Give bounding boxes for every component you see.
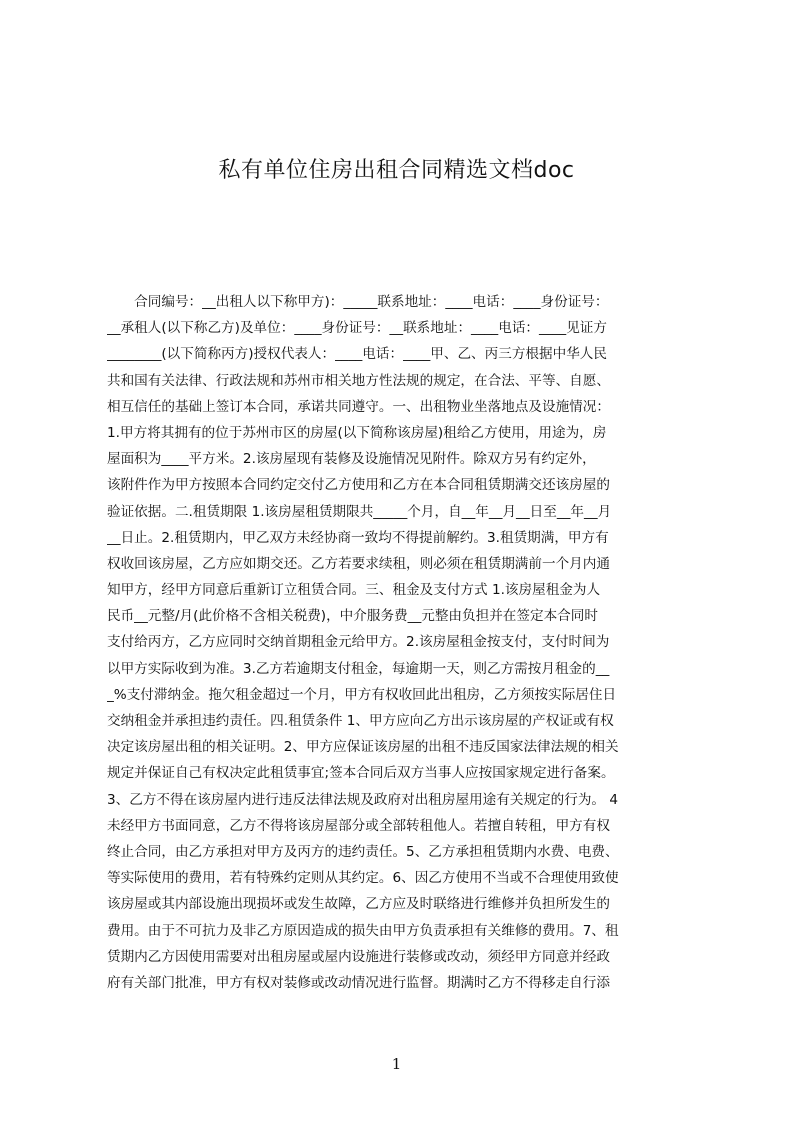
body-line: 该房屋或其内部设施出现损坏或发生故障，乙方应及时联络进行维修并负担所发生的 — [107, 896, 610, 913]
body-line: 该附件作为甲方按照本合同约定交付乙方使用和乙方在本合同租赁期满交还该房屋的 — [107, 477, 610, 494]
body-line: 知甲方，经甲方同意后重新订立租赁合同。三、租金及支付方式 1.该房屋租金为人 — [107, 582, 601, 599]
body-line: 验证依据。二.租赁期限 1.该房屋租赁期限共_____个月，自__年__月__日至__年__月 — [107, 503, 612, 520]
body-line: 府有关部门批准，甲方有权对装修或改动情况进行监督。期满时乙方不得移走自行添 — [107, 974, 610, 991]
body-line: 3、乙方不得在该房屋内进行违反法律法规及政府对出租房屋用途有关规定的行为。 4 — [107, 791, 618, 808]
document-title: 私有单位住房出租合同精选文档doc — [218, 157, 575, 183]
body-line: 规定并保证自己有权决定此租赁事宜;签本合同后双方当事人应按国家规定进行备案。 — [107, 765, 615, 782]
body-line: __日止。2.租赁期内，甲乙双方未经协商一致均不得提前解约。3.租赁期满，甲方有 — [107, 529, 609, 546]
body-line: 终止合同，由乙方承担对甲方及丙方的违约责任。5、乙方承担租赁期内水费、电费、 — [107, 843, 619, 860]
body-line: 交纳租金并承担违约责任。四.租赁条件 1、甲方应向乙方出示该房屋的产权证或有权 — [107, 713, 614, 729]
body-line: 未经甲方书面同意，乙方不得将该房屋部分或全部转租他人。若擅自转租，甲方有权 — [107, 817, 610, 834]
body-line: 相互信任的基础上签订本合同，承诺共同遵守。一、出租物业坐落地点及设施情况： — [107, 398, 610, 415]
body-line: ________(以下简称丙方)授权代表人：____电话：____甲、乙、丙三方根据中华人民 — [107, 346, 607, 363]
body-line: _%支付滞纳金。拖欠租金超过一个月，甲方有权收回此出租房，乙方须按实际居住日 — [107, 686, 617, 703]
body-line: 赁期内乙方因使用需要对出租房屋或屋内设施进行装修或改动，须经甲方同意并经政 — [107, 948, 610, 965]
body-line: 1.甲方将其拥有的位于苏州市区的房屋(以下简称该房屋)租给乙方使用，用途为，房 — [107, 424, 607, 441]
body-line: __承租人(以下称乙方)及单位：____身份证号：__联系地址：____电话：____见证方 — [107, 320, 607, 337]
body-line: 权收回该房屋，乙方应如期交还。乙方若要求续租，则必须在租赁期满前一个月内通 — [107, 555, 610, 572]
body-line: 以甲方实际收到为准。3.乙方若逾期支付租金，每逾期一天，则乙方需按月租金的__ — [107, 660, 610, 677]
page-number: 1 — [391, 1055, 402, 1073]
body-line: 费用。由于不可抗力及非乙方原因造成的损失由甲方负责承担有关维修的费用。7、租 — [107, 922, 619, 939]
body-line: 等实际使用的费用，若有特殊约定则从其约定。6、因乙方使用不当或不合理使用致使 — [107, 870, 619, 887]
body-line: 决定该房屋出租的相关证明。2、甲方应保证该房屋的出租不违反国家法律法规的相关 — [107, 739, 619, 756]
body-line: 合同编号：__出租人以下称甲方)：_____联系地址：____电话：____身份证号： — [107, 294, 609, 310]
body-line: 屋面积为____平方米。2.该房屋现有装修及设施情况见附件。除双方另有约定外， — [107, 451, 596, 468]
document-body — [107, 289, 697, 1023]
body-line: 共和国有关法律、行政法规和苏州市相关地方性法规的规定，在合法、平等、自愿、 — [107, 372, 610, 389]
body-line: 支付给丙方，乙方应同时交纳首期租金元给甲方。2.该房屋租金按支付，支付时间为 — [107, 634, 610, 651]
body-line: 民币__元整/月(此价格不含相关税费)，中介服务费__元整由负担并在签定本合同时 — [107, 608, 598, 625]
